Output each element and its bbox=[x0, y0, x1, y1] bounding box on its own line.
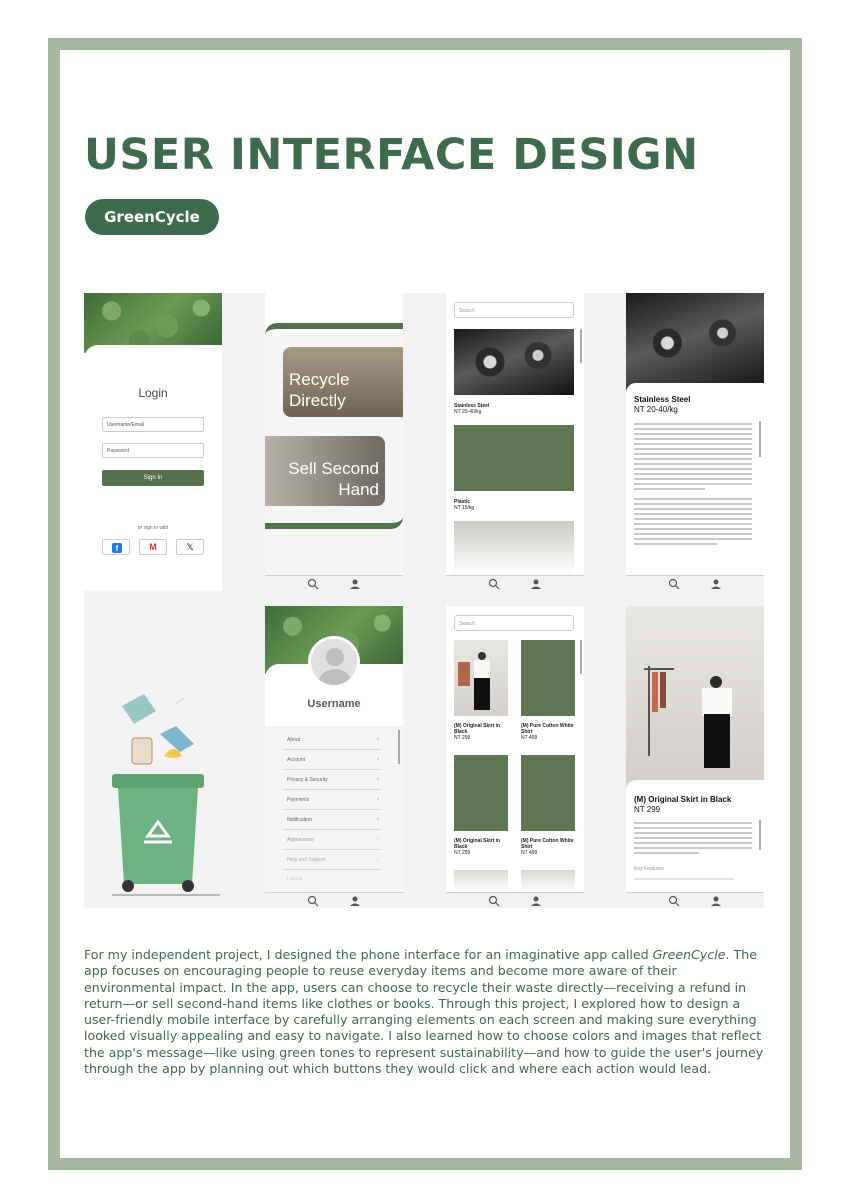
scrollbar[interactable] bbox=[398, 730, 400, 764]
settings-menu bbox=[283, 730, 381, 886]
chevron-right-icon: › bbox=[376, 756, 379, 763]
shop-list-screen bbox=[446, 606, 584, 908]
product-name: (M) Pure Cotton White Shirt bbox=[521, 838, 574, 850]
stainless-steel-image[interactable] bbox=[454, 329, 574, 395]
bottom-nav bbox=[626, 892, 764, 908]
key-features-label: Key Features bbox=[634, 866, 664, 872]
product-image-skirt[interactable] bbox=[454, 640, 508, 716]
chevron-right-icon: › bbox=[376, 856, 379, 863]
bottom-nav bbox=[446, 892, 584, 908]
sell-second-hand-card[interactable] bbox=[265, 436, 385, 506]
product-name: (M) Pure Cotton White Shirt bbox=[521, 723, 574, 735]
profile-screen bbox=[265, 606, 403, 908]
product-image[interactable] bbox=[454, 870, 508, 892]
key-features-text bbox=[634, 878, 734, 883]
screens-grid bbox=[84, 293, 764, 908]
sign-in-button[interactable]: Sign In bbox=[102, 470, 204, 486]
search-input[interactable]: Search bbox=[454, 302, 574, 318]
product-price: NT 499 bbox=[521, 735, 538, 741]
menu-item-account[interactable]: Account › bbox=[283, 750, 381, 770]
splash-illustration bbox=[84, 606, 244, 908]
recycle-directly-card[interactable] bbox=[283, 347, 403, 417]
search-icon[interactable] bbox=[307, 578, 319, 590]
user-icon[interactable] bbox=[530, 895, 542, 907]
or-sign-in-with-label: or sign in with bbox=[137, 525, 169, 531]
scrollbar[interactable] bbox=[580, 329, 582, 363]
recycle-directly-label: Recycle Directly bbox=[289, 370, 350, 410]
page-frame bbox=[48, 38, 802, 1170]
search-icon[interactable] bbox=[307, 895, 319, 907]
stainless-steel-name: Stainless Steel bbox=[454, 403, 490, 409]
menu-item-logout[interactable]: Logout › bbox=[283, 870, 381, 886]
product-price: NT 299 bbox=[454, 735, 471, 741]
recycle-bin-illustration bbox=[84, 606, 244, 908]
login-title: Login bbox=[138, 386, 168, 400]
chevron-right-icon: › bbox=[376, 836, 379, 843]
search-icon[interactable] bbox=[488, 578, 500, 590]
bottom-nav bbox=[626, 575, 764, 591]
username-field[interactable]: Username/Email bbox=[102, 417, 204, 432]
recycle-list-screen bbox=[446, 293, 584, 591]
plastic-image[interactable] bbox=[454, 425, 574, 491]
search-icon[interactable] bbox=[488, 895, 500, 907]
chevron-right-icon: › bbox=[376, 736, 379, 743]
project-description: For my independent project, I designed the phone interface for an imaginative app called GreenCycle. The app focuses on encouraging people to reuse everyday items and become more aware of their environmental impact. In the app, users can choose to recycle their waste directly—receiving a refund in return—or sell second-hand items like clothes or books. Through this project, I explored how to design a user-friendly mobile interface by carefully arranging elements on each screen and making sure everything looked visually appealing and easy to navigate. I also learned how to choose colors and images that reflect the app's message—like using green tones to represent sustainability—and how to guide the user's journey through the app by planning out which buttons they would click and where each action would lead. bbox=[84, 947, 764, 1077]
stainless-steel-photo bbox=[626, 293, 764, 393]
user-icon[interactable] bbox=[530, 578, 542, 590]
user-icon[interactable] bbox=[710, 578, 722, 590]
bottom-nav bbox=[446, 575, 584, 591]
menu-item-privacy[interactable]: Privacy & Security › bbox=[283, 770, 381, 790]
sell-second-hand-label: Sell Second Hand bbox=[288, 459, 379, 499]
user-icon[interactable] bbox=[710, 895, 722, 907]
product-price: NT 299 bbox=[454, 850, 471, 856]
search-icon[interactable] bbox=[668, 578, 680, 590]
product-image[interactable] bbox=[521, 755, 575, 831]
skirt-photo bbox=[626, 606, 764, 788]
app-name-badge: GreenCycle bbox=[85, 199, 219, 235]
page-content bbox=[60, 50, 790, 1158]
chevron-right-icon: › bbox=[376, 875, 379, 882]
chevron-right-icon: › bbox=[376, 796, 379, 803]
next-item-image[interactable] bbox=[454, 521, 574, 575]
product-image[interactable] bbox=[521, 870, 575, 892]
menu-item-payments[interactable]: Payments › bbox=[283, 790, 381, 810]
profile-username: Username bbox=[307, 698, 361, 710]
product-name: (M) Original Skirt in Black bbox=[454, 838, 501, 850]
detail-price: NT 20-40/kg bbox=[634, 405, 678, 414]
detail-name: Stainless Steel bbox=[634, 395, 691, 404]
product-name: (M) Original Skirt in Black bbox=[454, 723, 501, 735]
page-title: USER INTERFACE DESIGN bbox=[84, 130, 699, 180]
skirt-detail-screen bbox=[626, 606, 764, 908]
bottom-nav bbox=[265, 575, 403, 591]
facebook-icon[interactable]: f bbox=[102, 539, 130, 555]
user-icon[interactable] bbox=[349, 578, 361, 590]
search-input[interactable]: Search bbox=[454, 615, 574, 631]
x-icon[interactable]: 𝕏 bbox=[176, 539, 204, 555]
avatar[interactable] bbox=[308, 636, 360, 688]
scrollbar[interactable] bbox=[580, 640, 582, 674]
stainless-steel-price: NT 20-40/kg bbox=[454, 409, 482, 415]
user-icon[interactable] bbox=[349, 895, 361, 907]
scrollbar[interactable] bbox=[759, 820, 761, 850]
search-icon[interactable] bbox=[668, 895, 680, 907]
options-screen bbox=[265, 293, 403, 591]
menu-item-help[interactable]: Help and Support › bbox=[283, 850, 381, 870]
login-screen bbox=[84, 293, 222, 591]
detail-name: (M) Original Skirt in Black bbox=[634, 795, 732, 804]
plastic-name: Plastic bbox=[454, 499, 471, 505]
product-image[interactable] bbox=[454, 755, 508, 831]
password-field[interactable]: Password bbox=[102, 443, 204, 458]
bottom-nav bbox=[265, 892, 403, 908]
plastic-price: NT 15/kg bbox=[454, 505, 475, 511]
menu-item-appearance[interactable]: Appearance › bbox=[283, 830, 381, 850]
detail-price: NT 299 bbox=[634, 805, 661, 814]
detail-description bbox=[634, 423, 752, 548]
scrollbar[interactable] bbox=[759, 421, 761, 457]
menu-item-about[interactable]: About › bbox=[283, 730, 381, 750]
leaf-header-image bbox=[84, 293, 222, 353]
steel-detail-screen bbox=[626, 293, 764, 591]
gmail-icon[interactable]: M bbox=[139, 539, 167, 555]
menu-item-notification[interactable]: Notification › bbox=[283, 810, 381, 830]
product-image-shirt[interactable] bbox=[521, 640, 575, 716]
chevron-right-icon: › bbox=[376, 816, 379, 823]
chevron-right-icon: › bbox=[376, 776, 379, 783]
product-price: NT 499 bbox=[521, 850, 538, 856]
detail-description bbox=[634, 822, 752, 857]
